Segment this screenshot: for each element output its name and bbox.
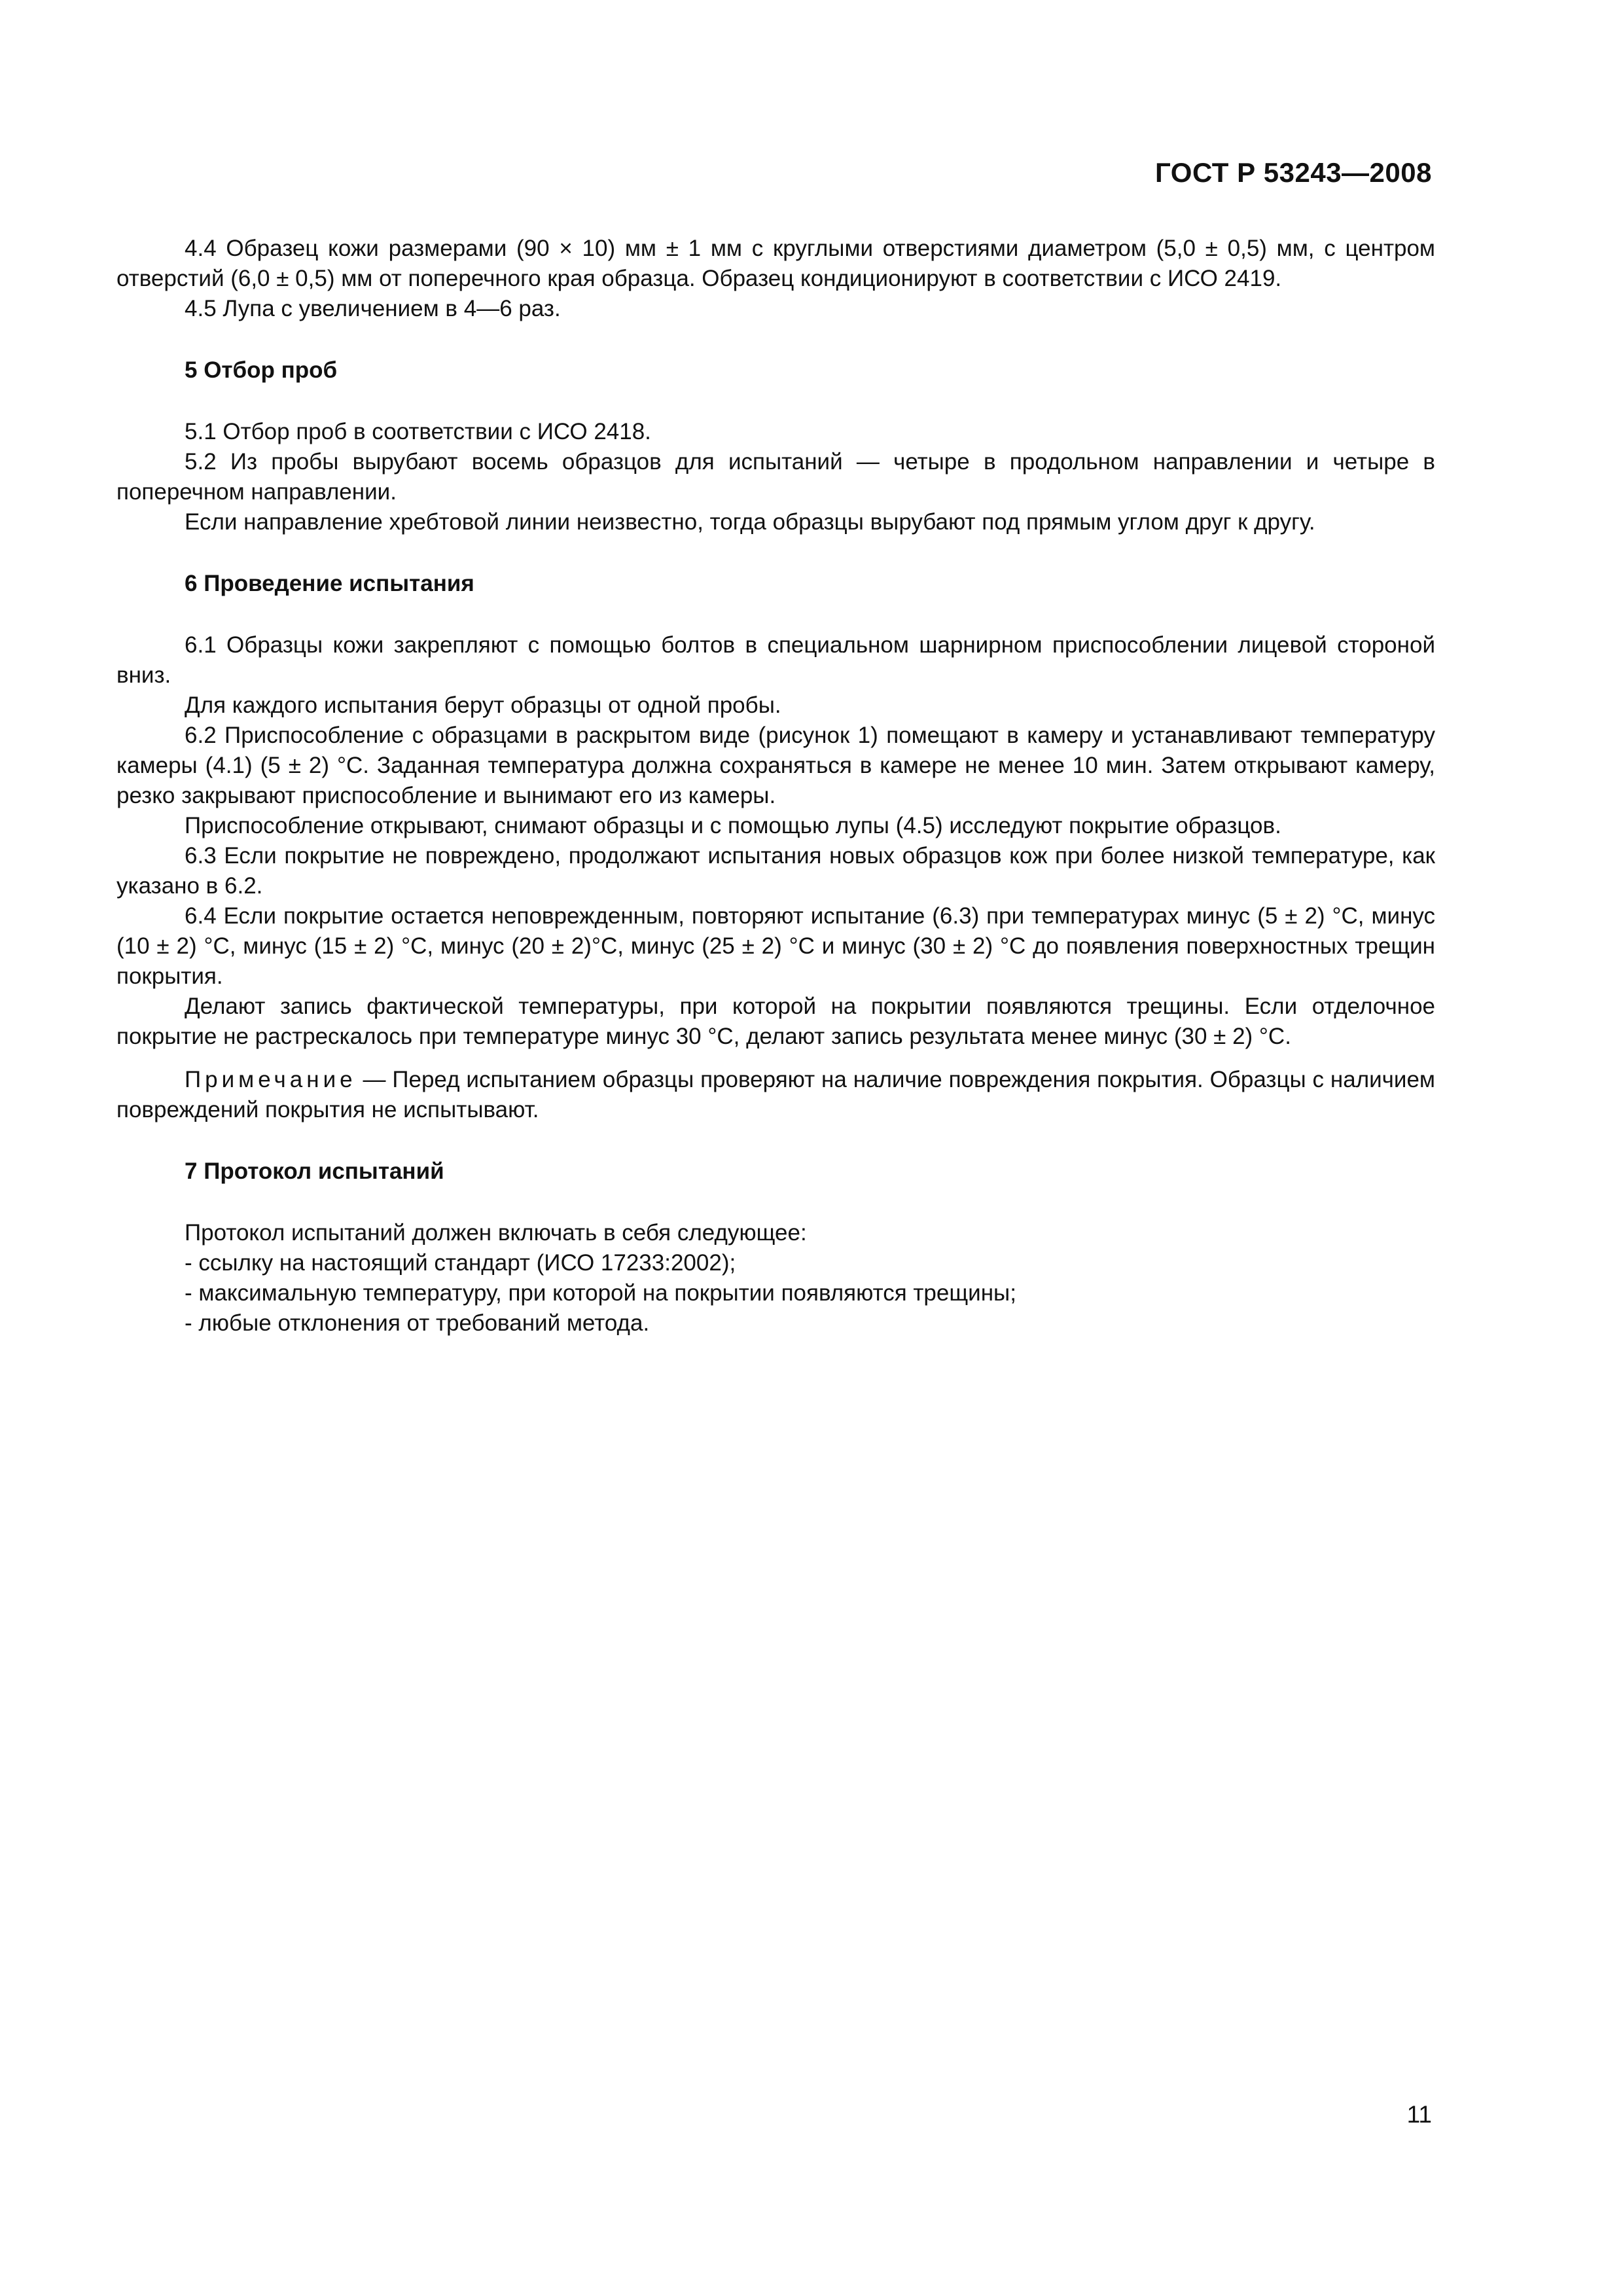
section-6-heading: 6 Проведение испытания — [185, 571, 474, 596]
paragraph-6-4-continued: Делают запись фактической температуры, при которой на покрытии появляются трещины. Если отделочное покрытие не растрескалось при температуре минус 30 °С, делают запись результата менее минус (30 ± 2) °С. — [116, 994, 1435, 1049]
paragraph-5-2-continued: Если направление хребтовой линии неизвестно, тогда образцы вырубают под прямым углом друг к другу. — [185, 509, 1315, 535]
paragraph-4-4: 4.4 Образец кожи размерами (90 × 10) мм ± 1 мм с круглыми отверстиями диаметром (5,0 ± 0,5) мм, с центром отверстий (6,0 ± 0,5) мм от поперечного края образца. Образец кондиционируют в соответствии с ИСО 2419. — [116, 236, 1435, 291]
paragraph-5-1: 5.1 Отбор проб в соответствии с ИСО 2418. — [185, 419, 651, 444]
page-number: 11 — [1406, 2101, 1432, 2128]
document-body — [116, 234, 1435, 1338]
paragraph-6-1: 6.1 Образцы кожи закрепляют с помощью болтов в специальном шарнирном приспособлении лицевой стороной вниз. — [116, 632, 1435, 688]
note — [116, 1065, 1435, 1125]
protocol-intro: Протокол испытаний должен включать в себя следующее: — [185, 1220, 807, 1246]
section-7-heading: 7 Протокол испытаний — [185, 1158, 444, 1184]
paragraph-6-4: 6.4 Если покрытие остается неповрежденным, повторяют испытание (6.3) при температурах минус (5 ± 2) °С, минус (10 ± 2) °С, минус (15 ± 2) °С, минус (20 ± 2)°С, минус (25 ± 2) °С и минус (30 ± 2) °С до появления поверхностных трещин покрытия. — [116, 903, 1435, 989]
list-item: - максимальную температуру, при которой на покрытии появляются трещины; — [185, 1280, 1016, 1306]
list-item: - любые отклонения от требований метода. — [185, 1310, 650, 1336]
paragraph-6-3: 6.3 Если покрытие не повреждено, продолжают испытания новых образцов кож при более низкой температуре, как указано в 6.2. — [116, 843, 1435, 899]
paragraph-6-1-continued: Для каждого испытания берут образцы от одной пробы. — [185, 692, 781, 718]
paragraph-4-5: 4.5 Лупа с увеличением в 4—6 раз. — [185, 296, 561, 321]
list-item: - ссылку на настоящий стандарт (ИСО 17233:2002); — [185, 1250, 736, 1276]
note-text: — Перед испытанием образцы проверяют на наличие повреждения покрытия. Образцы с наличием повреждений покрытия не испытывают. — [116, 1067, 1435, 1122]
document-id-header: ГОСТ Р 53243—2008 — [1155, 157, 1432, 188]
note-label: Примечание — [185, 1067, 357, 1092]
paragraph-6-2: 6.2 Приспособление с образцами в раскрытом виде (рисунок 1) помещают в камеру и устанавливают температуру камеры (4.1) (5 ± 2) °С. Заданная температура должна сохраняться в камере не менее 10 мин. Затем открывают камеру, резко закрывают приспособление и вынимают его из камеры. — [116, 723, 1435, 808]
paragraph-5-2: 5.2 Из пробы вырубают восемь образцов для испытаний — четыре в продольном направлении и четыре в поперечном направлении. — [116, 449, 1435, 505]
paragraph-6-2-continued: Приспособление открывают, снимают образцы и с помощью лупы (4.5) исследуют покрытие образцов. — [185, 813, 1281, 838]
section-5-heading: 5 Отбор проб — [185, 357, 338, 383]
